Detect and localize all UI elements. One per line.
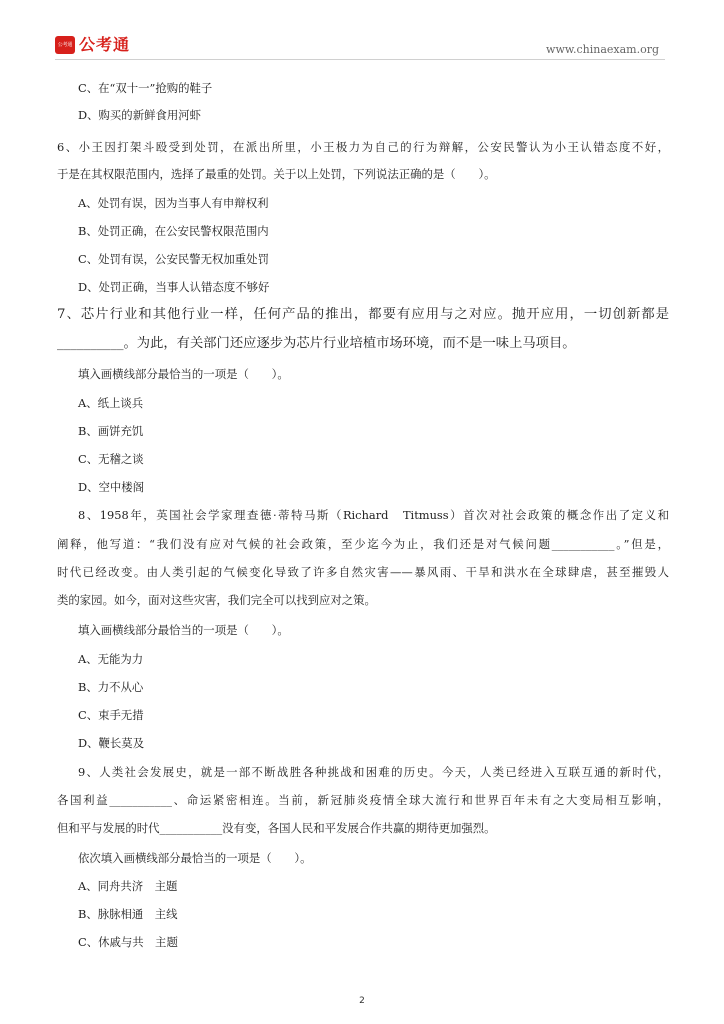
question-9-text: 9、人类社会发展史，就是一部不断战胜各种挑战和困难的历史。今天，人类已经进入互联互通的新时代， — [78, 765, 669, 779]
option-a: A、处罚有误，因为当事人有申辩权利 — [78, 196, 269, 210]
option-b: B、脉脉相通 主线 — [78, 907, 178, 921]
option-c: C、休戚与共 主题 — [78, 935, 178, 949]
question-9-text: 但和平与发展的时代___________没有变，各国人民和平发展合作共赢的期待更加强烈。 — [57, 821, 496, 835]
question-8-text: 8、1958年，英国社会学家理查德·蒂特马斯（Richard Titmuss）首次对社会政策的概念作出了定义和 — [78, 508, 669, 522]
question-6-text: 于是在其权限范围内，选择了最重的处罚。关于以上处罚，下列说法正确的是（ ）。 — [57, 167, 496, 181]
question-8-prompt: 填入画横线部分最恰当的一项是（ ）。 — [78, 623, 289, 637]
page-number: 2 — [359, 996, 365, 1006]
option-line: C、在“双十一”抢购的鞋子 — [78, 81, 213, 95]
question-8-text: 阐释，他写道：“我们没有应对气候的社会政策，至少迄今为止，我们还是对气候问题___________。”但是， — [57, 537, 669, 551]
option-c: C、束手无措 — [78, 708, 144, 722]
question-7-text: 7、芯片行业和其他行业一样，任何产品的推出，都要有应用与之对应。抛开应用，一切创新都是 — [57, 307, 669, 322]
option-b: B、处罚正确，在公安民警权限范围内 — [78, 224, 269, 238]
option-b: B、画饼充饥 — [78, 424, 144, 438]
question-9-prompt: 依次填入画横线部分最恰当的一项是（ ）。 — [78, 851, 312, 865]
option-d: D、处罚正确，当事人认错态度不够好 — [78, 280, 270, 294]
option-line: D、购买的新鲜食用河虾 — [78, 108, 202, 122]
question-8-text: 时代已经改变。由人类引起的气候变化导致了许多自然灾害——暴风雨、干旱和洪水在全球肆虐，甚至摧毁人 — [57, 565, 669, 579]
option-d: D、空中楼阁 — [78, 480, 145, 494]
option-d: D、鞭长莫及 — [78, 736, 145, 750]
question-7-text: __________。为此，有关部门还应逐步为芯片行业培植市场环境，而不是一味上马项目。 — [57, 336, 576, 351]
header-divider — [55, 59, 665, 60]
brand-name: 公考通 — [79, 35, 131, 54]
brand-logo-icon: 公考通 — [55, 36, 75, 54]
option-b: B、力不从心 — [78, 680, 144, 694]
question-6-text: 6、小王因打架斗殴受到处罚，在派出所里，小王极力为自己的行为辩解，公安民警认为小王认错态度不好， — [57, 140, 669, 154]
page-header — [55, 34, 665, 58]
question-8-text: 类的家园。如今，面对这些灾害，我们完全可以找到应对之策。 — [57, 593, 376, 607]
option-a: A、同舟共济 主题 — [78, 879, 178, 893]
question-7-prompt: 填入画横线部分最恰当的一项是（ ）。 — [78, 367, 289, 381]
option-a: A、无能为力 — [78, 652, 144, 666]
option-c: C、处罚有误，公安民警无权加重处罚 — [78, 252, 269, 266]
option-a: A、纸上谈兵 — [78, 396, 144, 410]
option-c: C、无稽之谈 — [78, 452, 144, 466]
site-url[interactable]: www.chinaexam.org — [546, 43, 659, 56]
question-9-text: 各国利益___________、命运紧密相连。当前，新冠肺炎疫情全球大流行和世界百年未有之大变局相互影响， — [57, 793, 669, 807]
